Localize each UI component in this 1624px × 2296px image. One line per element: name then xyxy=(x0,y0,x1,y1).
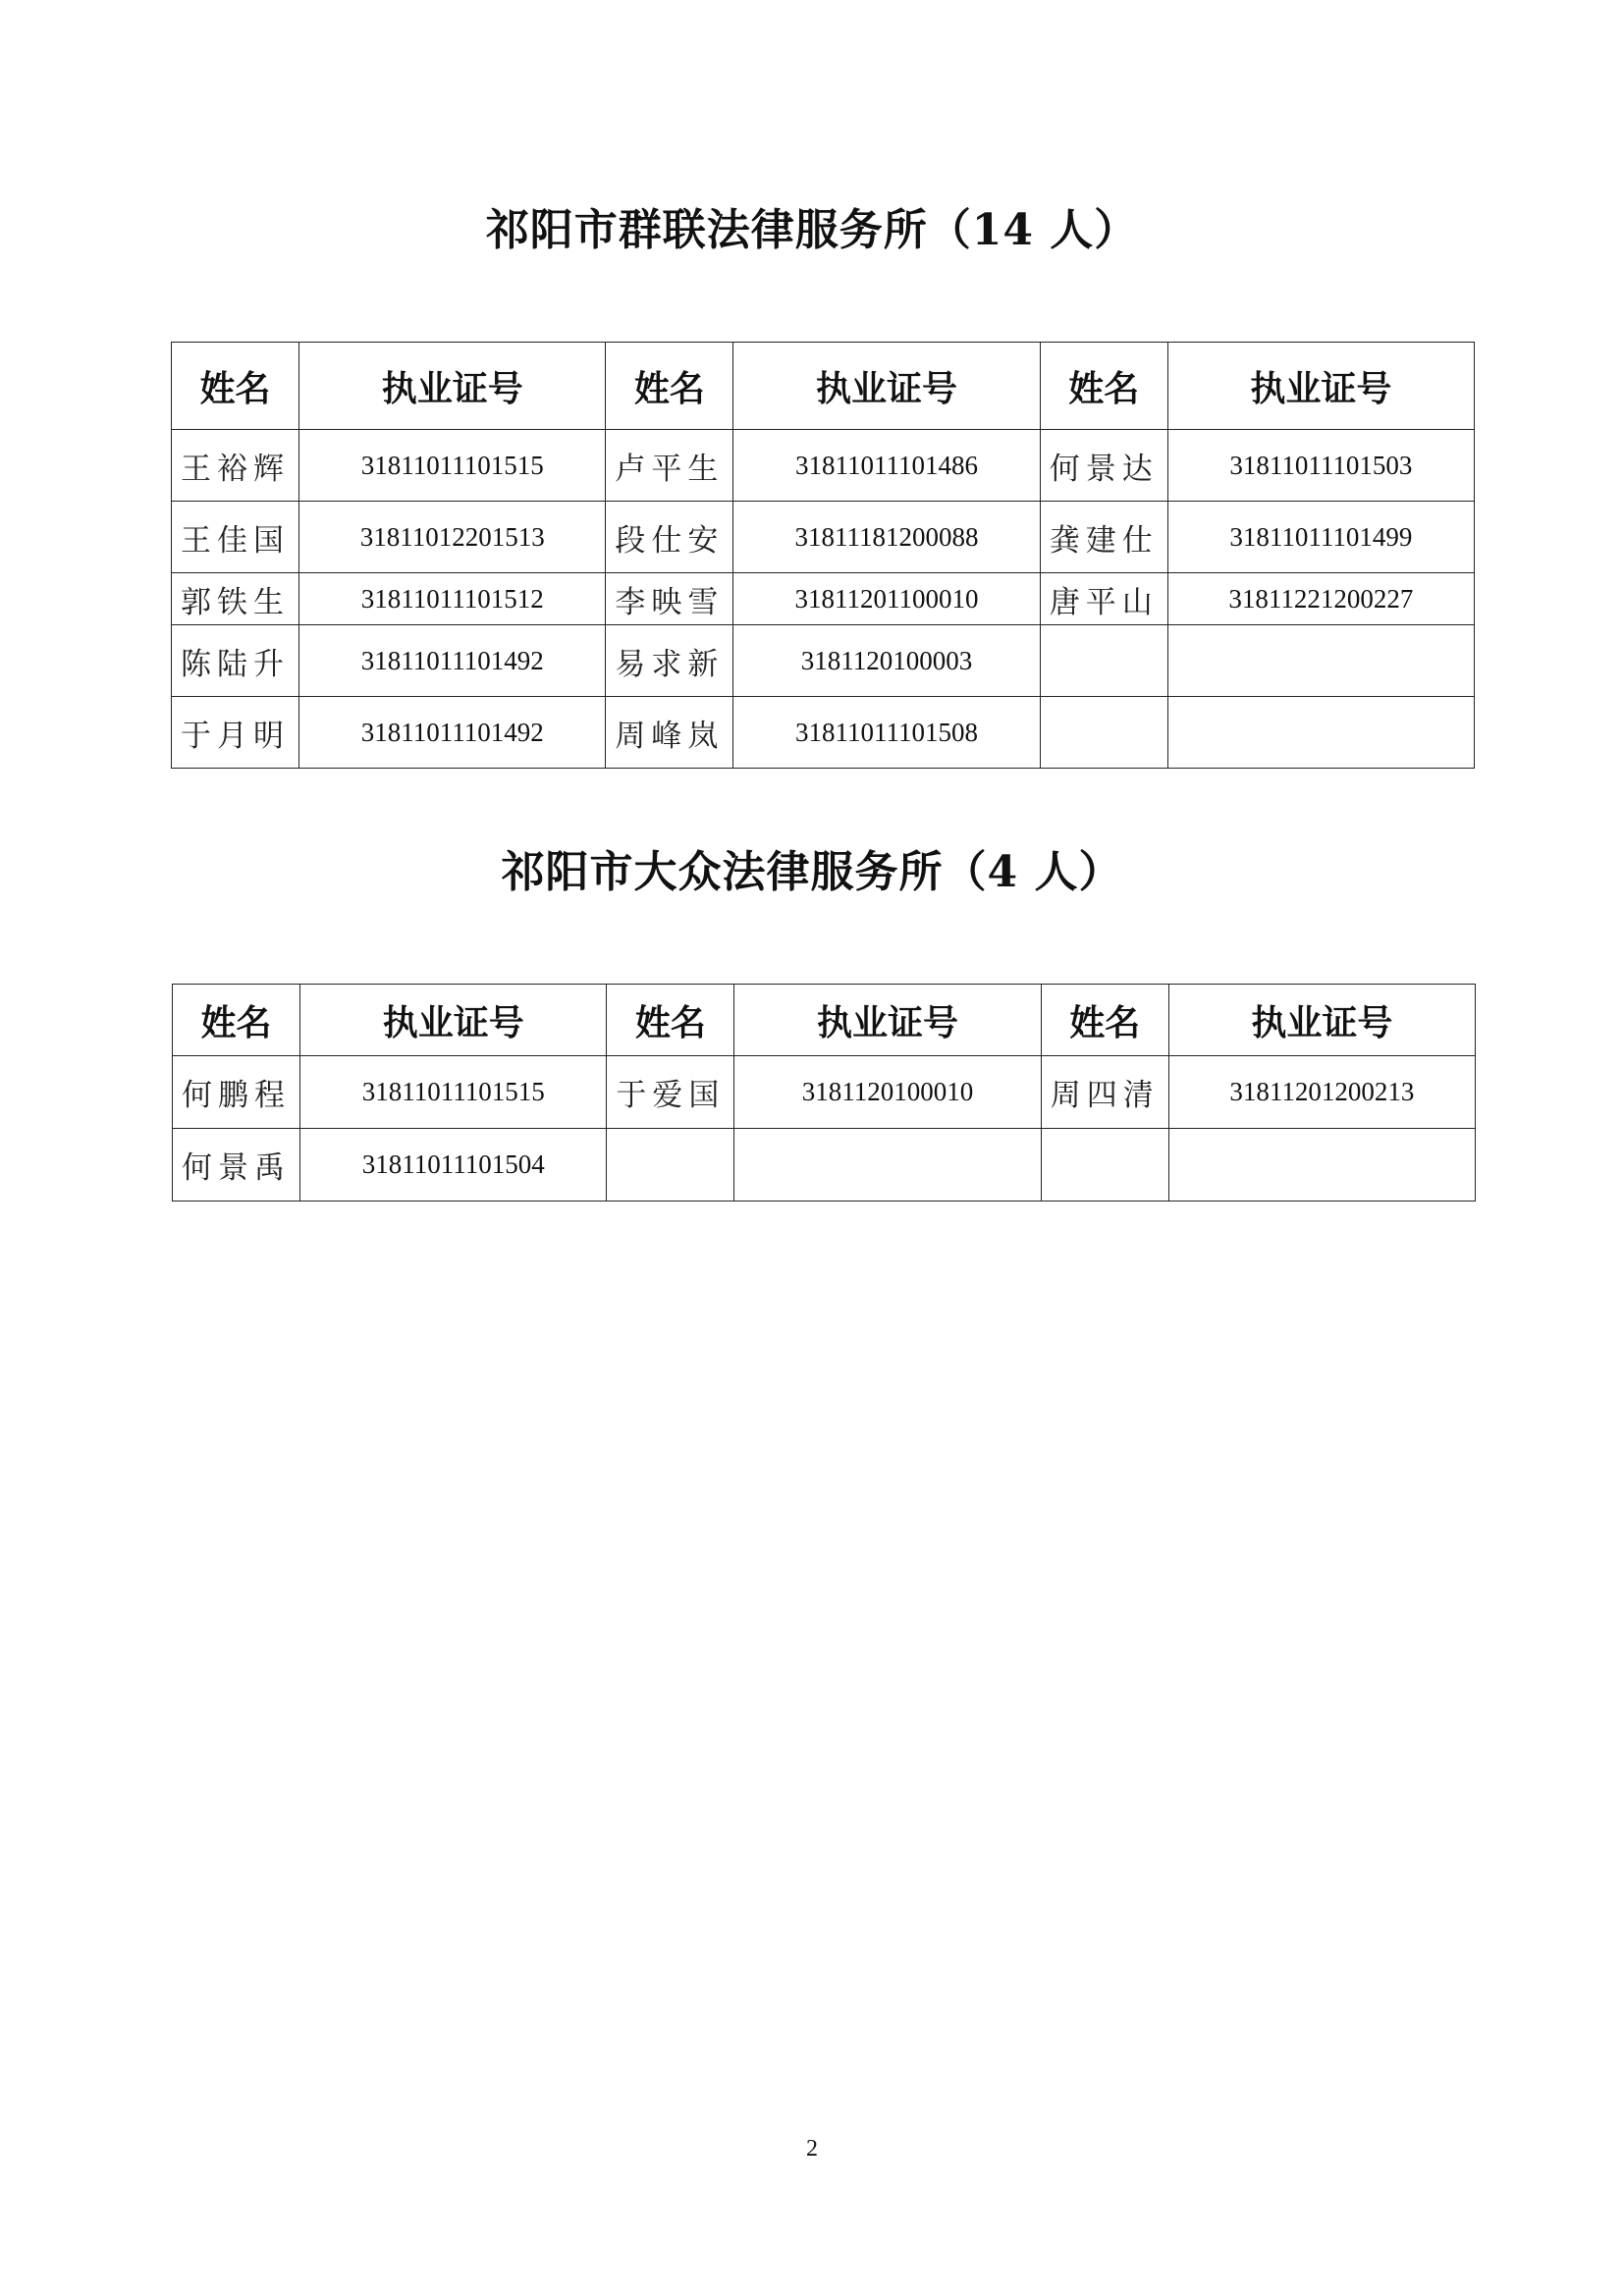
lawyer-name: 于月明 xyxy=(172,697,299,769)
column-header-license: 执业证号 xyxy=(733,343,1040,430)
lawyer-name: 何鹏程 xyxy=(173,1056,300,1129)
column-header-license: 执业证号 xyxy=(1168,985,1475,1056)
license-number: 31811011101486 xyxy=(733,430,1040,502)
roster-table-dazhong xyxy=(172,984,1476,1201)
empty-cell xyxy=(1041,1129,1168,1201)
license-number: 31811011101492 xyxy=(299,697,606,769)
lawyer-name: 王佳国 xyxy=(172,502,299,573)
license-number: 31811201200213 xyxy=(1168,1056,1475,1129)
table-row xyxy=(173,1129,1476,1201)
section-title: 祁阳市大众法律服务所（4 人） xyxy=(501,847,1123,897)
lawyer-name: 段仕安 xyxy=(606,502,733,573)
license-number: 3181120100003 xyxy=(733,625,1040,697)
lawyer-name: 何景禹 xyxy=(173,1129,300,1201)
lawyer-name: 卢平生 xyxy=(606,430,733,502)
lawyer-name: 周四清 xyxy=(1041,1056,1168,1129)
empty-cell xyxy=(1040,625,1167,697)
empty-cell xyxy=(1167,625,1474,697)
license-number: 31811011101499 xyxy=(1167,502,1474,573)
license-number: 31811011101515 xyxy=(299,430,606,502)
table-header-row xyxy=(172,343,1475,430)
lawyer-name: 于爱国 xyxy=(607,1056,734,1129)
lawyer-name: 易求新 xyxy=(606,625,733,697)
license-number: 31811011101503 xyxy=(1167,430,1474,502)
license-number: 31811221200227 xyxy=(1167,573,1474,625)
license-number: 31811181200088 xyxy=(733,502,1040,573)
lawyer-name: 龚建仕 xyxy=(1040,502,1167,573)
column-header-license: 执业证号 xyxy=(299,343,606,430)
lawyer-name: 李映雪 xyxy=(606,573,733,625)
lawyer-name: 郭铁生 xyxy=(172,573,299,625)
empty-cell xyxy=(734,1129,1041,1201)
column-header-name: 姓名 xyxy=(607,985,734,1056)
table-row xyxy=(172,573,1475,625)
section-title: 祁阳市群联法律服务所（14 人） xyxy=(485,205,1139,255)
column-header-name: 姓名 xyxy=(606,343,733,430)
license-number: 31811011101515 xyxy=(300,1056,607,1129)
column-header-license: 执业证号 xyxy=(1167,343,1474,430)
column-header-name: 姓名 xyxy=(1041,985,1168,1056)
license-number: 31811011101512 xyxy=(299,573,606,625)
license-number: 3181120100010 xyxy=(734,1056,1041,1129)
roster-table-qunlian xyxy=(171,342,1475,769)
license-number: 31811012201513 xyxy=(299,502,606,573)
table-row xyxy=(172,430,1475,502)
column-header-license: 执业证号 xyxy=(734,985,1041,1056)
table-row xyxy=(172,625,1475,697)
table-row xyxy=(173,1056,1476,1129)
license-number: 31811011101504 xyxy=(300,1129,607,1201)
empty-cell xyxy=(1168,1129,1475,1201)
empty-cell xyxy=(1040,697,1167,769)
lawyer-name: 何景达 xyxy=(1040,430,1167,502)
license-number: 31811201100010 xyxy=(733,573,1040,625)
column-header-license: 执业证号 xyxy=(300,985,607,1056)
column-header-name: 姓名 xyxy=(1040,343,1167,430)
lawyer-name: 唐平山 xyxy=(1040,573,1167,625)
license-number: 31811011101508 xyxy=(733,697,1040,769)
lawyer-name: 周峰岚 xyxy=(606,697,733,769)
table-row xyxy=(172,697,1475,769)
license-number: 31811011101492 xyxy=(299,625,606,697)
column-header-name: 姓名 xyxy=(173,985,300,1056)
empty-cell xyxy=(1167,697,1474,769)
lawyer-name: 陈陆升 xyxy=(172,625,299,697)
lawyer-name: 王裕辉 xyxy=(172,430,299,502)
column-header-name: 姓名 xyxy=(172,343,299,430)
table-row xyxy=(172,502,1475,573)
empty-cell xyxy=(607,1129,734,1201)
page-number: 2 xyxy=(806,2136,818,2162)
table-header-row xyxy=(173,985,1476,1056)
